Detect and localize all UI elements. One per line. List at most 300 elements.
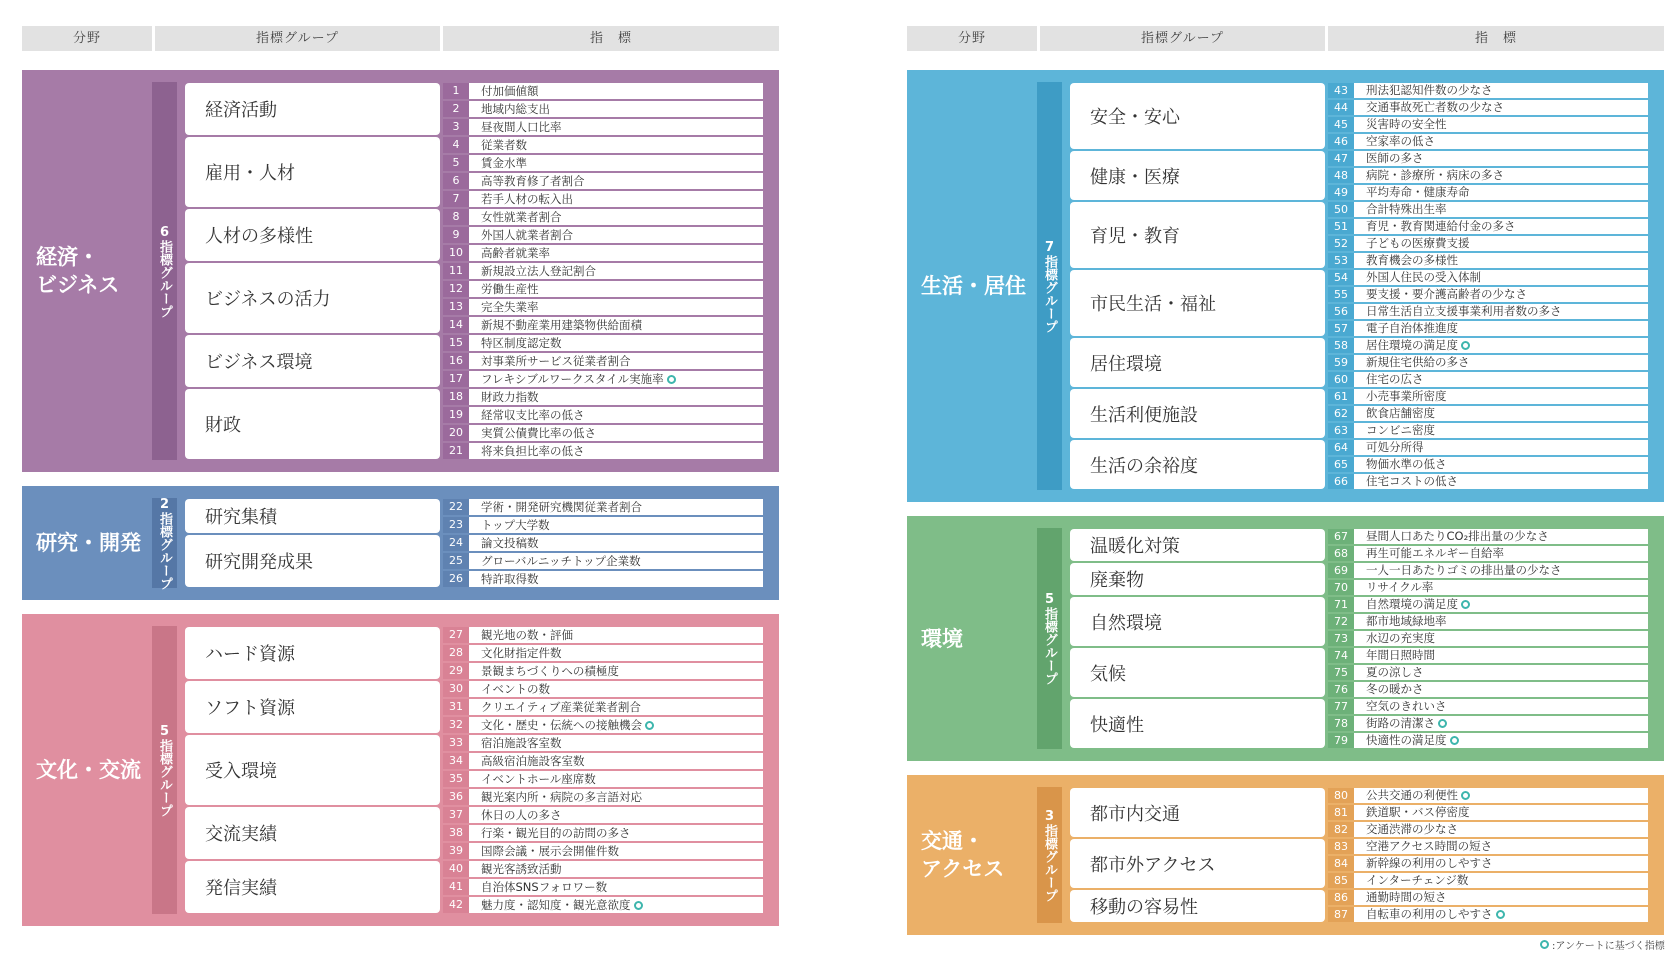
indicator-number: 76 <box>1328 682 1354 697</box>
survey-icon <box>645 721 654 730</box>
indicator-number: 19 <box>443 407 469 423</box>
indicator-group: 生活利便施設 <box>1070 389 1325 438</box>
indicator-text: 住宅コストの低さ <box>1366 474 1458 488</box>
indicator-row <box>443 861 763 877</box>
indicator-row <box>1328 563 1648 578</box>
indicator-text: 学術・開発研究機関従業者割合 <box>481 500 642 514</box>
header-field: 分野 <box>907 26 1037 51</box>
group-count-bar <box>1037 528 1062 749</box>
domain-name: 研究・開発 <box>36 531 141 555</box>
indicator-row <box>443 317 763 333</box>
indicator-number: 11 <box>443 263 469 279</box>
indicator-number: 55 <box>1328 287 1354 302</box>
indicator-text: 新規不動産業用建築物供給面積 <box>481 318 642 332</box>
indicator-row <box>1328 580 1648 595</box>
indicator-number: 40 <box>443 861 469 877</box>
indicator-text: グローバルニッチトップ企業数 <box>481 554 641 568</box>
indicator-text: 新幹線の利用のしやすさ <box>1366 856 1493 870</box>
group-count-bar <box>1037 82 1062 490</box>
indicator-group: 快適性 <box>1070 699 1325 748</box>
indicator-text: 観光客誘致活動 <box>481 862 562 876</box>
indicator-number: 2 <box>443 101 469 117</box>
indicator-group: ビジネスの活力 <box>185 263 440 333</box>
indicator-row <box>443 535 763 551</box>
indicator-number: 8 <box>443 209 469 225</box>
indicator-text: 外国人住民の受入体制 <box>1366 270 1481 284</box>
indicator-group: 研究集積 <box>185 499 440 533</box>
indicator-number: 1 <box>443 83 469 99</box>
indicator-group: 居住環境 <box>1070 338 1325 387</box>
indicator-group: 研究開発成果 <box>185 535 440 587</box>
header-indicator: 指 標 <box>1328 26 1664 51</box>
indicator-text: 行楽・観光目的の訪問の多さ <box>481 826 631 840</box>
indicator-text: 刑法犯認知件数の少なさ <box>1366 83 1493 97</box>
indicator-row <box>443 627 763 643</box>
indicator-row <box>443 389 763 405</box>
indicator-text: 文化財指定件数 <box>481 646 562 660</box>
indicator-row <box>443 191 763 207</box>
indicator-group: 都市内交通 <box>1070 788 1325 837</box>
indicator-text: 居住環境の満足度 <box>1366 338 1458 352</box>
indicator-number: 20 <box>443 425 469 441</box>
indicator-number: 64 <box>1328 440 1354 455</box>
indicator-number: 28 <box>443 645 469 661</box>
indicator-number: 67 <box>1328 529 1354 544</box>
indicator-row <box>443 353 763 369</box>
indicator-text: 一人一日あたりゴミの排出量の少なさ <box>1366 563 1562 577</box>
indicator-row <box>443 735 763 751</box>
indicator-text: 年間日照時間 <box>1366 648 1435 662</box>
indicator-row <box>1328 546 1648 561</box>
indicator-row <box>1328 839 1648 854</box>
indicator-row <box>443 155 763 171</box>
domain-name: 経済・ ビジネス <box>36 245 120 297</box>
left-header-row <box>22 26 779 51</box>
indicator-text: 地域内総支出 <box>481 102 550 116</box>
indicator-number: 79 <box>1328 733 1354 748</box>
indicator-number: 77 <box>1328 699 1354 714</box>
indicator-row <box>443 407 763 423</box>
indicator-text: 医師の多さ <box>1366 151 1424 165</box>
indicator-text: 日常生活自立支援事業利用者数の多さ <box>1366 304 1562 318</box>
indicator-row <box>443 553 763 569</box>
indicator-number: 25 <box>443 553 469 569</box>
indicator-number: 34 <box>443 753 469 769</box>
indicator-text: 休日の人の多さ <box>481 808 562 822</box>
indicator-row <box>1328 474 1648 489</box>
indicator-row <box>1328 100 1648 115</box>
indicator-number: 49 <box>1328 185 1354 200</box>
indicator-row <box>1328 185 1648 200</box>
indicator-row <box>443 443 763 459</box>
indicator-row <box>443 119 763 135</box>
survey-icon <box>634 901 643 910</box>
indicator-row <box>443 299 763 315</box>
indicator-row <box>443 425 763 441</box>
indicator-number: 42 <box>443 897 469 913</box>
indicator-row <box>1328 202 1648 217</box>
indicator-group: 生活の余裕度 <box>1070 440 1325 489</box>
indicator-row <box>443 209 763 225</box>
indicator-row <box>1328 219 1648 234</box>
indicator-row <box>1328 890 1648 905</box>
indicator-number: 27 <box>443 627 469 643</box>
indicator-number: 65 <box>1328 457 1354 472</box>
indicator-text: 若手人材の転入出 <box>481 192 573 206</box>
domain-block <box>907 516 1664 761</box>
indicator-row <box>443 897 763 913</box>
indicator-group: 市民生活・福祉 <box>1070 270 1325 336</box>
indicator-text: 空港アクセス時間の短さ <box>1366 839 1493 853</box>
indicator-row <box>443 517 763 533</box>
indicator-group: ハード資源 <box>185 627 440 679</box>
indicator-row <box>1328 236 1648 251</box>
indicator-row <box>1328 168 1648 183</box>
indicator-row <box>1328 406 1648 421</box>
indicator-text: 魅力度・認知度・観光意欲度 <box>481 898 631 912</box>
indicator-row <box>1328 321 1648 336</box>
indicator-row <box>443 371 763 387</box>
indicator-row <box>1328 253 1648 268</box>
group-count: 6 <box>159 224 170 240</box>
indicator-number: 81 <box>1328 805 1354 820</box>
indicator-text: 高級宿泊施設客室数 <box>481 754 585 768</box>
indicator-number: 12 <box>443 281 469 297</box>
indicator-number: 43 <box>1328 83 1354 98</box>
indicator-text: 小売事業所密度 <box>1366 389 1447 403</box>
indicator-row <box>1328 270 1648 285</box>
group-count-bar <box>1037 787 1062 923</box>
indicator-number: 31 <box>443 699 469 715</box>
indicator-group: 財政 <box>185 389 440 459</box>
survey-icon <box>1461 791 1470 800</box>
indicator-row <box>1328 287 1648 302</box>
indicator-number: 32 <box>443 717 469 733</box>
indicator-group: 人材の多様性 <box>185 209 440 261</box>
indicator-text: 育児・教育関連給付金の多さ <box>1366 219 1516 233</box>
indicator-row <box>443 645 763 661</box>
indicator-text: 女性就業者割合 <box>481 210 562 224</box>
indicator-row <box>443 771 763 787</box>
indicator-number: 44 <box>1328 100 1354 115</box>
indicator-text: リサイクル率 <box>1366 580 1434 594</box>
legend <box>1540 937 1665 952</box>
indicator-number: 7 <box>443 191 469 207</box>
indicator-text: 交通渋滞の少なさ <box>1366 822 1458 836</box>
indicator-number: 63 <box>1328 423 1354 438</box>
indicator-text: 完全失業率 <box>481 300 539 314</box>
indicator-row <box>1328 856 1648 871</box>
indicator-text: イベントホール座席数 <box>481 772 596 786</box>
indicator-group: 廃棄物 <box>1070 563 1325 595</box>
indicator-number: 26 <box>443 571 469 587</box>
indicator-number: 6 <box>443 173 469 189</box>
indicator-text: 将来負担比率の低さ <box>481 444 585 458</box>
indicator-group: 経済活動 <box>185 83 440 135</box>
indicator-number: 50 <box>1328 202 1354 217</box>
indicator-text: 新規設立法人登記割合 <box>481 264 596 278</box>
indicator-text: 論文投稿数 <box>481 536 539 550</box>
indicator-row <box>1328 733 1648 748</box>
indicator-group: 自然環境 <box>1070 597 1325 646</box>
indicator-text: 物価水準の低さ <box>1366 457 1447 471</box>
indicator-row <box>443 663 763 679</box>
indicator-number: 3 <box>443 119 469 135</box>
group-count-label: 指標グループ <box>157 239 172 318</box>
indicator-text: 再生可能エネルギー自給率 <box>1366 546 1504 560</box>
indicator-number: 57 <box>1328 321 1354 336</box>
indicator-row <box>443 681 763 697</box>
indicator-text: 水辺の充実度 <box>1366 631 1435 645</box>
indicator-number: 74 <box>1328 648 1354 663</box>
domain-block <box>22 70 779 472</box>
indicator-row <box>443 825 763 841</box>
indicator-row <box>443 699 763 715</box>
indicator-number: 46 <box>1328 134 1354 149</box>
indicator-text: 観光地の数・評価 <box>481 628 573 642</box>
indicator-number: 75 <box>1328 665 1354 680</box>
domain-block <box>22 486 779 600</box>
indicator-row <box>1328 338 1648 353</box>
indicator-text: 景観まちづくりへの積極度 <box>481 664 619 678</box>
indicator-row <box>1328 822 1648 837</box>
indicator-group: ビジネス環境 <box>185 335 440 387</box>
indicator-number: 72 <box>1328 614 1354 629</box>
indicator-number: 66 <box>1328 474 1354 489</box>
indicator-number: 47 <box>1328 151 1354 166</box>
group-count-label: 指標グループ <box>157 511 172 590</box>
indicator-text: 付加価値額 <box>481 84 539 98</box>
indicator-row <box>1328 355 1648 370</box>
indicator-text: 住宅の広さ <box>1366 372 1424 386</box>
indicator-number: 16 <box>443 353 469 369</box>
indicator-number: 60 <box>1328 372 1354 387</box>
survey-icon <box>1461 600 1470 609</box>
indicator-row <box>1328 907 1648 922</box>
group-count-label: 指標グループ <box>1042 823 1057 902</box>
indicator-number: 41 <box>443 879 469 895</box>
domain-block <box>22 614 779 926</box>
indicator-row <box>443 245 763 261</box>
group-count-bar <box>152 82 177 460</box>
indicator-row <box>1328 457 1648 472</box>
indicator-row <box>443 173 763 189</box>
indicator-number: 61 <box>1328 389 1354 404</box>
indicator-text: 従業者数 <box>481 138 527 152</box>
indicator-text: 外国人就業者割合 <box>481 228 573 242</box>
indicator-number: 52 <box>1328 236 1354 251</box>
indicator-row <box>443 571 763 587</box>
indicator-number: 38 <box>443 825 469 841</box>
indicator-number: 29 <box>443 663 469 679</box>
indicator-row <box>1328 83 1648 98</box>
indicator-text: 要支援・要介護高齢者の少なさ <box>1366 287 1527 301</box>
group-count: 5 <box>1044 592 1055 607</box>
indicator-text: 街路の清潔さ <box>1366 716 1435 730</box>
indicator-number: 14 <box>443 317 469 333</box>
indicator-number: 70 <box>1328 580 1354 595</box>
indicator-number: 56 <box>1328 304 1354 319</box>
indicator-row <box>1328 134 1648 149</box>
indicator-text: 可処分所得 <box>1366 440 1424 454</box>
indicator-group: 気候 <box>1070 648 1325 697</box>
indicator-number: 73 <box>1328 631 1354 646</box>
group-count-bar <box>152 626 177 914</box>
survey-icon <box>1540 940 1549 949</box>
indicator-number: 17 <box>443 371 469 387</box>
group-count-label: 指標グループ <box>157 738 172 817</box>
survey-icon <box>1438 719 1447 728</box>
indicator-row <box>443 263 763 279</box>
indicator-text: 高齢者就業率 <box>481 246 550 260</box>
indicator-text: 特許取得数 <box>481 572 539 586</box>
survey-icon <box>1496 910 1505 919</box>
indicator-number: 86 <box>1328 890 1354 905</box>
indicator-row <box>443 843 763 859</box>
indicator-group: 都市外アクセス <box>1070 839 1325 888</box>
group-count-bar <box>152 498 177 588</box>
indicator-text: 電子自治体推進度 <box>1366 321 1458 335</box>
indicator-number: 33 <box>443 735 469 751</box>
indicator-text: 観光案内所・病院の多言語対応 <box>481 790 642 804</box>
indicator-text: コンビニ密度 <box>1366 423 1435 437</box>
indicator-text: フレキシブルワークスタイル実施率 <box>481 372 664 386</box>
indicator-number: 24 <box>443 535 469 551</box>
indicator-row <box>1328 117 1648 132</box>
indicator-group: 健康・医療 <box>1070 151 1325 200</box>
indicator-text: 教育機会の多様性 <box>1366 253 1458 267</box>
header-indicator: 指 標 <box>443 26 779 51</box>
indicator-text: 合計特殊出生率 <box>1366 202 1447 216</box>
indicator-text: 自然環境の満足度 <box>1366 597 1458 611</box>
indicator-number: 9 <box>443 227 469 243</box>
indicator-row <box>443 83 763 99</box>
indicator-text: 昼間人口あたりCO₂排出量の少なさ <box>1366 529 1549 543</box>
indicator-text: 新規住宅供給の多さ <box>1366 355 1470 369</box>
indicator-row <box>443 101 763 117</box>
indicator-text: イベントの数 <box>481 682 550 696</box>
right-header-row <box>907 26 1664 51</box>
indicator-row <box>1328 304 1648 319</box>
indicator-row <box>443 335 763 351</box>
indicator-text: 自転車の利用のしやすさ <box>1366 907 1493 921</box>
indicator-text: 実質公債費比率の低さ <box>481 426 596 440</box>
indicator-number: 10 <box>443 245 469 261</box>
indicator-number: 62 <box>1328 406 1354 421</box>
indicator-group: 温暖化対策 <box>1070 529 1325 561</box>
indicator-group: 雇用・人材 <box>185 137 440 207</box>
indicator-number: 35 <box>443 771 469 787</box>
indicator-number: 48 <box>1328 168 1354 183</box>
indicator-row <box>1328 151 1648 166</box>
indicator-number: 82 <box>1328 822 1354 837</box>
indicator-row <box>1328 597 1648 612</box>
indicator-number: 69 <box>1328 563 1354 578</box>
indicator-row <box>1328 614 1648 629</box>
group-count-label: 指標グループ <box>1042 254 1057 333</box>
group-count: 5 <box>159 723 170 739</box>
indicator-number: 4 <box>443 137 469 153</box>
indicator-row <box>443 717 763 733</box>
indicator-number: 71 <box>1328 597 1354 612</box>
indicator-text: 財政力指数 <box>481 390 539 404</box>
indicator-row <box>443 753 763 769</box>
indicator-text: トップ大学数 <box>481 518 550 532</box>
indicator-row <box>1328 648 1648 663</box>
indicator-group: 交流実績 <box>185 807 440 859</box>
indicator-text: 快適性の満足度 <box>1366 733 1447 747</box>
indicator-number: 30 <box>443 681 469 697</box>
domain-name: 環境 <box>921 626 963 651</box>
survey-icon <box>1461 341 1470 350</box>
header-indicator-group: 指標グループ <box>155 26 440 51</box>
indicator-group: 移動の容易性 <box>1070 890 1325 922</box>
indicator-text: 賃金水準 <box>481 156 527 170</box>
domain-name: 生活・居住 <box>921 274 1026 298</box>
indicator-text: インターチェンジ数 <box>1366 873 1469 887</box>
indicator-group: 育児・教育 <box>1070 202 1325 268</box>
indicator-number: 53 <box>1328 253 1354 268</box>
indicator-text: 経常収支比率の低さ <box>481 408 585 422</box>
group-count-label: 指標グループ <box>1042 607 1057 685</box>
indicator-text: 空家率の低さ <box>1366 134 1435 148</box>
indicator-row <box>443 499 763 515</box>
indicator-number: 36 <box>443 789 469 805</box>
indicator-number: 22 <box>443 499 469 515</box>
indicator-text: 空気のきれいさ <box>1366 699 1447 713</box>
indicator-text: 昼夜間人口比率 <box>481 120 562 134</box>
indicator-number: 87 <box>1328 907 1354 922</box>
indicator-number: 45 <box>1328 117 1354 132</box>
indicator-number: 18 <box>443 389 469 405</box>
indicator-row <box>1328 805 1648 820</box>
indicator-number: 78 <box>1328 716 1354 731</box>
indicator-number: 54 <box>1328 270 1354 285</box>
survey-icon <box>667 375 676 384</box>
indicator-text: 鉄道駅・バス停密度 <box>1366 805 1470 819</box>
indicator-number: 23 <box>443 517 469 533</box>
indicator-row <box>443 879 763 895</box>
indicator-row <box>1328 682 1648 697</box>
domain-name: 文化・交流 <box>36 758 141 782</box>
indicator-text: 平均寿命・健康寿命 <box>1366 185 1470 199</box>
group-count: 2 <box>159 496 170 512</box>
indicator-number: 68 <box>1328 546 1354 561</box>
indicator-text: 飲食店舗密度 <box>1366 406 1435 420</box>
domain-block <box>907 775 1664 935</box>
indicator-text: 都市地域緑地率 <box>1366 614 1447 628</box>
indicator-row <box>1328 389 1648 404</box>
indicator-text: クリエイティブ産業従業者割合 <box>481 700 641 714</box>
survey-icon <box>1450 736 1459 745</box>
indicator-row <box>1328 372 1648 387</box>
indicator-number: 51 <box>1328 219 1354 234</box>
indicator-text: 国際会議・展示会開催件数 <box>481 844 619 858</box>
indicator-row <box>1328 716 1648 731</box>
legend-text: :アンケートに基づく指標 <box>1552 941 1665 952</box>
indicator-row <box>443 281 763 297</box>
indicator-group: 受入環境 <box>185 735 440 805</box>
indicator-row <box>1328 631 1648 646</box>
indicator-text: 文化・歴史・伝統への接触機会 <box>481 718 642 732</box>
indicator-text: 交通事故死亡者数の少なさ <box>1366 100 1504 114</box>
indicator-text: 子どもの医療費支援 <box>1366 236 1470 250</box>
indicator-text: 高等教育修了者割合 <box>481 174 585 188</box>
indicator-number: 85 <box>1328 873 1354 888</box>
indicator-text: 病院・診療所・病床の多さ <box>1366 168 1504 182</box>
group-count: 7 <box>1044 239 1055 255</box>
indicator-row <box>443 807 763 823</box>
